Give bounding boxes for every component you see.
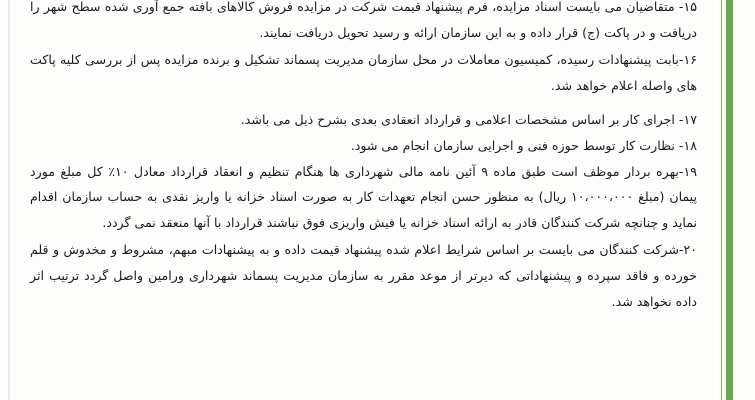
border-green-bar [726, 0, 733, 400]
clause-19: ۱۹-بهره بردار موظف است طبق ماده ۹ آئین نامه مالی شهرداری ها هنگام تنظیم و انعقاد قرارداد معادل ۱۰٪ کل مبلغ مورد پیمان (مبلغ ۱۰،۰۰۰،۰۰۰ ریال) به منظور حسن انجام تعهدات کار به صورت اسناد خزانه یا واریز نقدی به حساب سازمان اقدام نماید و چنانچه شرکت کنندگان قادر به ارائه اسناد خزانه یا فیش واریزی فوق نباشند قرارداد با آنها منعقد نمی گردد. [30, 163, 697, 230]
clause-16: ۱۶-بابت پیشنهادات رسیده، کمیسیون معاملات در محل سازمان مدیریت پسماند تشکیل و برنده مزایده پس از بررسی کلیه پاکت های واصله اعلام خواهد شد. [30, 52, 697, 93]
clause-18: ۱۸- نظارت کار توسط حوزه فنی و اجرایی سازمان انجام می شود. [350, 137, 697, 153]
border-thin-line [721, 0, 722, 400]
document-body [30, 0, 697, 316]
page-edge-shadow [8, 0, 10, 400]
clause-15: ۱۵- متقاضیان می بایست اسناد مزایده، فرم پیشنهاد قیمت شرکت در مزایده فروش کالاهای بافته جمع آوری شده سطح شهر را دریافت و در پاکت (ج) قرار داده و به این سازمان ارائه و رسید تحویل دریافت نمایند. [30, 0, 697, 40]
clause-20: ۲۰-شرکت کنندگان می بایست بر اساس شرایط اعلام شده پیشنهاد قیمت داده و به پیشنهادات مبهم، مشروط و مخدوش و قلم خورده و فاقد سپرده و پیشنهاداتی که دیرتر از موعد مقرر به سازمان مدیریت پسماند شهرداری ورامین واصل گردد ترتیب اثر داده نخواهد شد. [30, 242, 697, 309]
clause-17: ۱۷- اجرای کار بر اساس مشخصات اعلامی و قرارداد انعقادی بعدی بشرح ذیل می باشد. [240, 112, 697, 128]
